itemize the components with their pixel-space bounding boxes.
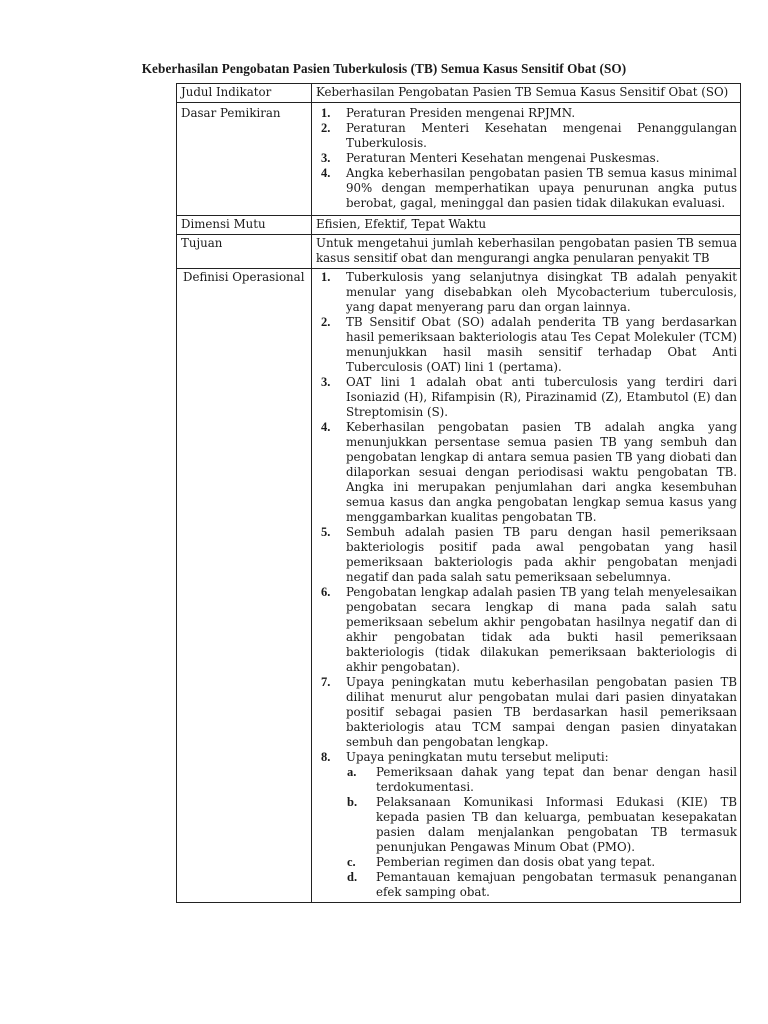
subitem-text: Pemberian regimen dan dosis obat yang tepat. [376,855,656,869]
definisi-item-number: 1. [321,270,331,284]
definisi-item-text: Upaya peningkatan mutu keberhasilan pengobatan pasien TB dilihat menurut alur pengobatan mulai dari pasien dinyatakan positif sebagai pasien TB berdasarkan hasil pemeriksaan bakteriologis atau TCM sampai dengan pasien dinyatakan sembuh dan pengobatan lengkap. [346,675,737,749]
definisi-item-8 [316,750,737,900]
label-definisi-operasional: Definisi Operasional [177,269,312,903]
subitem-letter: d. [347,870,358,884]
definisi-item-5 [316,525,737,585]
label-judul-indikator: Judul Indikator [177,84,312,103]
definisi-item-number: 3. [321,375,331,389]
dasar-item-number: 1. [321,106,331,120]
definisi-item-4 [316,420,737,525]
row-dimensi-mutu [177,216,741,235]
definisi-item-text: Pengobatan lengkap adalah pasien TB yang telah menyelesaikan pengobatan secara lengkap di mana pada salah satu pemeriksaan sebelum akhir pengobatan hasilnya negatif dan di akhir pengobatan tidak ada bukti hasil pemeriksaan bakteriologis (tidak dilakukan pemeriksaan bakteriologis di akhir pengobatan). [346,585,737,674]
definisi-subitem-d [346,870,737,900]
dasar-item-3 [316,151,737,166]
value-tujuan: Untuk mengetahui jumlah keberhasilan pengobatan pasien TB semua kasus sensitif obat dan mengurangi angka penularan penyakit TB [312,235,741,269]
definisi-item-number: 8. [321,750,331,764]
definisi-item-number: 7. [321,675,331,689]
subitem-letter: c. [347,855,356,869]
dasar-item-2 [316,121,737,151]
definisi-item-3 [316,375,737,420]
definisi-item-number: 6. [321,585,331,599]
row-definisi-operasional [177,269,741,903]
definisi-item-text: Sembuh adalah pasien TB paru dengan hasil pemeriksaan bakteriologis positif pada awal pengobatan yang hasil pemeriksaan bakteriologis pada akhir pengobatan menjadi negatif dan pada salah satu pemeriksaan sebelumnya. [346,525,737,584]
dasar-item-number: 4. [321,166,331,180]
subitem-text: Pelaksanaan Komunikasi Informasi Edukasi (KIE) TB kepada pasien TB dan keluarga, pembuatan kesepakatan pasien dalam menjalankan pengobatan TB termasuk penunjukan Pengawas Minum Obat (PMO). [376,795,737,854]
row-dasar-pemikiran [177,103,741,216]
document-title: Keberhasilan Pengobatan Pasien Tuberkulosis (TB) Semua Kasus Sensitif Obat (SO) [141,61,627,76]
value-judul-indikator: Keberhasilan Pengobatan Pasien TB Semua Kasus Sensitif Obat (SO) [312,84,741,103]
dasar-pemikiran-list [316,106,737,211]
dasar-item-text: Peraturan Menteri Kesehatan mengenai Puskesmas. [346,151,660,165]
definisi-item-number: 4. [321,420,331,434]
definisi-item-text: Tuberkulosis yang selanjutnya disingkat TB adalah penyakit menular yang disebabkan oleh Mycobacterium tuberculosis, yang dapat menyerang paru dan organ lainnya. [346,270,737,314]
indicator-table [176,83,741,903]
dasar-item-text: Angka keberhasilan pengobatan pasien TB semua kasus minimal 90% dengan memperhatikan upaya penurunan angka putus berobat, gagal, meninggal dan pasien tidak dilakukan evaluasi. [346,166,737,210]
value-dasar-pemikiran [312,103,741,216]
label-dasar-pemikiran: Dasar Pemikiran [177,103,312,216]
definisi-item-7 [316,675,737,750]
dasar-item-4 [316,166,737,211]
subitem-text: Pemantauan kemajuan pengobatan termasuk penanganan efek samping obat. [376,870,737,899]
dasar-item-text: Peraturan Menteri Kesehatan mengenai Penanggulangan Tuberkulosis. [346,121,737,150]
row-judul-indikator [177,84,741,103]
subitem-letter: a. [347,765,357,779]
dasar-item-text: Peraturan Presiden mengenai RPJMN. [346,106,576,120]
subitem-letter: b. [347,795,358,809]
dasar-item-number: 2. [321,121,331,135]
definisi-sublist [346,765,737,900]
definisi-subitem-a [346,765,737,795]
label-tujuan: Tujuan [177,235,312,269]
row-tujuan [177,235,741,269]
definisi-item-number: 5. [321,525,331,539]
definisi-item-text: Keberhasilan pengobatan pasien TB adalah angka yang menunjukkan persentase semua pasien TB yang sembuh dan pengobatan lengkap di antara semua pasien TB yang diobati dan dilaporkan sesuai dengan periodisasi waktu pengobatan TB. Angka ini merupakan penjumlahan dari angka kesembuhan semua kasus dan angka pengobatan lengkap semua kasus yang menggambarkan kualitas pengobatan TB. [346,420,737,524]
definisi-item-number: 2. [321,315,331,329]
dasar-item-number: 3. [321,151,331,165]
value-dimensi-mutu: Efisien, Efektif, Tepat Waktu [312,216,741,235]
dasar-item-1 [316,106,737,121]
subitem-text: Pemeriksaan dahak yang tepat dan benar dengan hasil terdokumentasi. [376,765,737,794]
definisi-list [316,270,737,900]
definisi-item-text: OAT lini 1 adalah obat anti tuberculosis yang terdiri dari Isoniazid (H), Rifampisin (R), Pirazinamid (Z), Etambutol (E) dan Streptomisin (S). [346,375,737,419]
value-definisi-operasional [312,269,741,903]
definisi-item-6 [316,585,737,675]
label-dimensi-mutu: Dimensi Mutu [177,216,312,235]
definisi-subitem-b [346,795,737,855]
definisi-item-2 [316,315,737,375]
definisi-item-text: Upaya peningkatan mutu tersebut meliputi: [346,750,609,764]
definisi-item-1 [316,270,737,315]
definisi-item-text: TB Sensitif Obat (SO) adalah penderita TB yang berdasarkan hasil pemeriksaan bakteriologis atau Tes Cepat Molekuler (TCM) menunjukkan hasil masih sensitif terhadap Obat Anti Tuberculosis (OAT) lini 1 (pertama). [346,315,737,374]
definisi-subitem-c [346,855,737,870]
